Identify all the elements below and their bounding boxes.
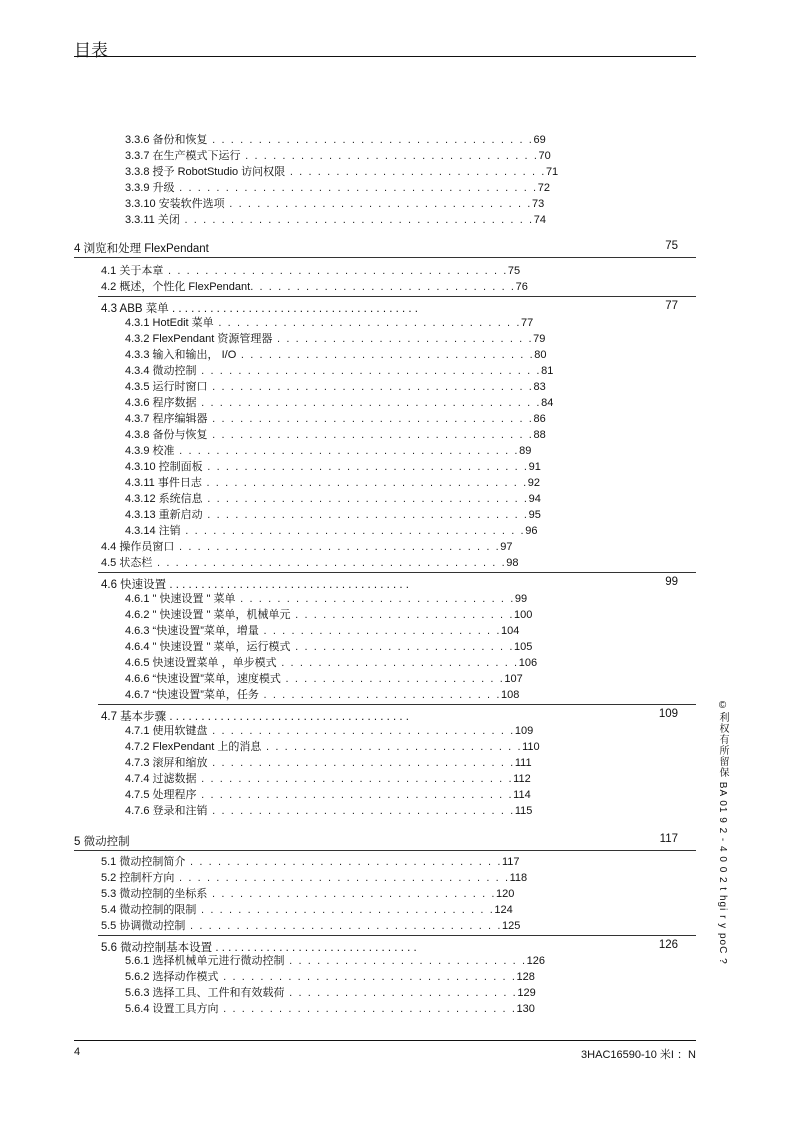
toc-entry-page: 70 bbox=[538, 150, 551, 162]
toc-entry[interactable] bbox=[125, 970, 535, 984]
chapter-heading[interactable] bbox=[74, 833, 696, 849]
toc-entry-title: 备份和恢复 bbox=[152, 134, 208, 146]
toc-entry-number: 4.1 bbox=[101, 265, 120, 277]
toc-entry-title: 选择机械单元进行微动控制 bbox=[152, 955, 285, 967]
copyright-sidebar: ©利权有所留保 BA 01 9 2 - 4 0 0 2 t hgi r y poC ? bbox=[717, 700, 728, 965]
dot-leader: . . . . . . . . . . . . . . . . . . . . . . . . . . . . . . . . . bbox=[207, 757, 515, 769]
toc-entry-number: 4.3.1 bbox=[125, 317, 153, 329]
chapter-rule bbox=[74, 850, 696, 851]
toc-entry-page: 130 bbox=[516, 1003, 535, 1015]
toc-entry-title: 概述，个性化 FlexPendant bbox=[119, 281, 251, 293]
toc-entry-number: 4.6.4 bbox=[125, 641, 153, 653]
heading-page: 99 bbox=[665, 576, 678, 588]
toc-entry-page: 72 bbox=[537, 182, 550, 194]
dot-leader: . . . . . . . . . . . . . . . . . . . . . . . . . . . . bbox=[272, 333, 534, 345]
toc-entry-number: 4.3.3 bbox=[125, 349, 153, 361]
toc-entry-page: 80 bbox=[534, 349, 547, 361]
section-rule bbox=[98, 572, 696, 573]
toc-entry[interactable] bbox=[125, 756, 532, 770]
heading-title: 4.6 快速设置 . . . . . . . . . . . . . . . . . . . . . . . . . . . . . . . . . . . . . . bbox=[101, 579, 410, 591]
toc-entry[interactable] bbox=[125, 396, 553, 410]
dot-leader: . . . . . . . . . . . . . . . . . . . . . . . . . . . . bbox=[285, 166, 546, 178]
toc-entry-number: 4.3.8 bbox=[125, 429, 153, 441]
toc-entry-page: 129 bbox=[517, 987, 536, 999]
dot-leader: . . . . . . . . . . . . . . . . . . . . . . . . . . . . . . . . . . . . bbox=[174, 872, 510, 884]
toc-entry[interactable] bbox=[125, 332, 545, 346]
toc-entry-title: 登录和注销 bbox=[152, 805, 208, 817]
toc-entry-page: 128 bbox=[516, 971, 535, 983]
toc-entry-title: 重新启动 bbox=[158, 509, 203, 521]
toc-entry-title: 校准 bbox=[152, 445, 175, 457]
toc-entry-number: 4.3.6 bbox=[125, 397, 153, 409]
toc-entry-page: 120 bbox=[496, 888, 515, 900]
toc-entry-page: 83 bbox=[533, 381, 546, 393]
dot-leader: . . . . . . . . . . . . . . . . . . . . . . . . bbox=[280, 673, 505, 685]
dot-leader: . . . . . . . . . . . . . . . . . . . . . . . . . . . . . . . . . . . . . bbox=[174, 445, 520, 457]
section-rule bbox=[98, 296, 696, 297]
toc-entry[interactable] bbox=[101, 903, 513, 917]
dot-leader: . . . . . . . . . . . . . . . . . . . . . . . . . . . . . . . . bbox=[236, 349, 535, 361]
toc-entry[interactable] bbox=[125, 772, 531, 786]
toc-entry-page: 108 bbox=[500, 689, 520, 701]
toc-entry-title: 设置工具方向 bbox=[152, 1003, 219, 1015]
toc-entry-number: 4.3.2 bbox=[125, 333, 153, 345]
toc-entry-number: 4.3.5 bbox=[125, 381, 153, 393]
toc-entry[interactable] bbox=[101, 280, 528, 294]
dot-leader: . . . . . . . . . . . . . . . . . . . . . . . . . . . . . . . . . . . . . . bbox=[152, 557, 507, 569]
toc-entry-number: 4.7.4 bbox=[125, 773, 153, 785]
dot-leader: . . . . . . . . . . . . . . . . . . . . . . . . . . . . . . . . . . bbox=[185, 856, 502, 868]
toc-entry[interactable] bbox=[125, 181, 550, 195]
dot-leader: . . . . . . . . . . . . . . . . . . . . . . . . . . . . . . . . . . . bbox=[201, 477, 528, 489]
dot-leader: . . . . . . . . . . . . . . . . . . . . . . . . . . . . . . . . bbox=[218, 1003, 517, 1015]
toc-entry-number: 4.2 bbox=[101, 281, 120, 293]
toc-entry[interactable] bbox=[125, 608, 532, 622]
toc-entry[interactable] bbox=[101, 264, 520, 278]
toc-entry[interactable] bbox=[125, 592, 527, 606]
toc-entry-number: 3.3.10 bbox=[125, 198, 159, 210]
toc-entry-page: 84 bbox=[541, 397, 554, 409]
toc-entry-title: HotEdit 菜单 bbox=[152, 317, 214, 329]
heading-title: 4 浏览和处理 FlexPendant bbox=[74, 243, 209, 255]
dot-leader: . . . . . . . . . . . . . . . . . . . . . . . . . . bbox=[258, 625, 501, 637]
toc-entry-page: 96 bbox=[525, 525, 538, 537]
toc-entry-title: 在生产模式下运行 bbox=[152, 150, 241, 162]
dot-leader: . . . . . . . . . . . . . . . . . . . . . . . . . . . . . . . . . . . . . bbox=[163, 265, 508, 277]
dot-leader: . . . . . . . . . . . . . . . . . . . . . . . . . . . . bbox=[261, 741, 523, 753]
toc-entry-page: 92 bbox=[527, 477, 541, 489]
toc-entry-page: 106 bbox=[518, 657, 538, 669]
toc-entry-number: 4.6.3 bbox=[125, 625, 153, 637]
heading-page: 126 bbox=[658, 939, 678, 951]
dot-leader: . . . . . . . . . . . . . . . . . . . . . . . . . . . . . . . . . . . bbox=[207, 134, 534, 146]
toc-entry-page: 79 bbox=[533, 333, 546, 345]
toc-entry-number: 4.3.10 bbox=[125, 461, 159, 473]
toc-entry-title: " 快速设置 " 菜单，机械单元 bbox=[152, 609, 291, 621]
toc-entry-number: 4.6.5 bbox=[125, 657, 153, 669]
toc-entry-page: 107 bbox=[504, 673, 523, 685]
dot-leader: . . . . . . . . . . . . . . . . . . . . . . . . . . . . . . . . . . . bbox=[207, 413, 534, 425]
toc-entry-title: 操作员窗口 bbox=[119, 541, 175, 553]
toc-entry-title: 控制面板 bbox=[158, 461, 203, 473]
toc-entry-number: 4.7.1 bbox=[125, 725, 153, 737]
heading-page: 117 bbox=[659, 833, 678, 845]
toc-entry-page: 118 bbox=[509, 872, 528, 884]
toc-entry-number: 5.4 bbox=[101, 904, 120, 916]
dot-leader: . . . . . . . . . . . . . . . . . . . . . . . . bbox=[290, 641, 515, 653]
toc-entry[interactable] bbox=[125, 508, 541, 522]
toc-entry-number: 4.6.6 bbox=[125, 673, 153, 685]
toc-entry-page: 77 bbox=[520, 317, 534, 329]
toc-entry[interactable] bbox=[101, 919, 520, 933]
toc-entry[interactable] bbox=[125, 348, 547, 362]
toc-entry-title: 过滤数据 bbox=[152, 773, 197, 785]
document-id: 3HAC16590-10 米I ：N bbox=[581, 1049, 696, 1061]
chapter-rule bbox=[74, 257, 696, 258]
toc-entry-page: 114 bbox=[513, 789, 531, 801]
toc-entry-number: 5.2 bbox=[101, 872, 120, 884]
toc-entry-page: 126 bbox=[526, 955, 546, 967]
toc-entry[interactable] bbox=[125, 688, 519, 702]
toc-entry-title: 滚屏和缩放 bbox=[152, 757, 208, 769]
heading-title: 4.7 基本步骤 . . . . . . . . . . . . . . . . . . . . . . . . . . . . . . . . . . . . . . bbox=[101, 711, 410, 723]
toc-entry-title: 程序编辑器 bbox=[152, 413, 208, 425]
toc-entry-page: 115 bbox=[514, 805, 533, 817]
toc-entry-title: 微动控制 bbox=[152, 365, 197, 377]
toc-entry-title: 注销 bbox=[158, 525, 181, 537]
dot-leader: . . . . . . . . . . . . . . . . . . . . . . . . . . . . . . . . bbox=[240, 150, 539, 162]
dot-leader: . . . . . . . . . . . . . . . . . . . . . . . . . . . . . . . . . bbox=[224, 198, 532, 210]
toc-entry[interactable] bbox=[125, 133, 546, 147]
toc-entry-title: 微动控制的坐标系 bbox=[119, 888, 208, 900]
dot-leader: . . . . . . . . . . . . . . . . . . . . . . . . . . . . . . . bbox=[207, 888, 497, 900]
toc-entry-number: 4.3.14 bbox=[125, 525, 159, 537]
dot-leader: . . . . . . . . . . . . . . . . . . . . . . . . . . . . . . bbox=[235, 593, 515, 605]
toc-entry[interactable] bbox=[125, 460, 541, 474]
dot-leader: . . . . . . . . . . . . . . . . . . . . . . . . . . . . . . . . bbox=[218, 971, 517, 983]
toc-entry-page: 69 bbox=[533, 134, 546, 146]
dot-leader: . . . . . . . . . . . . . . . . . . . . . . . . . . . . . . . . . . . . . bbox=[196, 365, 542, 377]
toc-entry[interactable] bbox=[125, 444, 531, 458]
heading-title: 5 微动控制 bbox=[74, 836, 130, 848]
toc-entry-page: 104 bbox=[500, 625, 520, 637]
section-rule bbox=[98, 704, 696, 705]
toc-entry-title: 处理程序 bbox=[152, 789, 197, 801]
toc-entry-number: 4.3.7 bbox=[125, 413, 153, 425]
toc-entry-title: 备份与恢复 bbox=[152, 429, 208, 441]
toc-entry[interactable] bbox=[125, 165, 558, 179]
dot-leader: . . . . . . . . . . . . . . . . . . . . . . . . . . . . . . . . . bbox=[207, 805, 515, 817]
section-heading[interactable] bbox=[101, 576, 696, 592]
toc-entry[interactable] bbox=[125, 213, 546, 227]
toc-entry-title: 控制杆方向 bbox=[119, 872, 175, 884]
dot-leader: . . . . . . . . . . . . . . . . . . . . . . . . . . bbox=[258, 689, 501, 701]
toc-entry-page: 81 bbox=[541, 365, 554, 377]
toc-entry[interactable] bbox=[125, 476, 540, 490]
toc-entry[interactable] bbox=[125, 197, 544, 211]
toc-entry-title: 状态栏 bbox=[119, 557, 153, 569]
toc-entry-title: " 快速设置 " 菜单，运行模式 bbox=[152, 641, 291, 653]
footer-rule bbox=[74, 1040, 696, 1041]
toc-entry-page: 124 bbox=[494, 904, 513, 916]
toc-entry-number: 4.4 bbox=[101, 541, 120, 553]
toc-entry[interactable] bbox=[101, 556, 518, 570]
section-rule bbox=[98, 935, 696, 936]
toc-entry[interactable] bbox=[125, 640, 532, 654]
toc-entry-title: 微动控制简介 bbox=[119, 856, 186, 868]
toc-entry-page: 73 bbox=[531, 198, 545, 210]
toc-entry-title: 输入和输出， I/O bbox=[152, 349, 237, 361]
toc-entry-title: “快速设置”菜单，增量 bbox=[152, 625, 259, 637]
toc-entry[interactable] bbox=[125, 149, 551, 163]
toc-entry[interactable] bbox=[125, 724, 533, 738]
dot-leader: . . . . . . . . . . . . . . . . . . . . . . . . . . . . . . . . . . . bbox=[202, 509, 529, 521]
heading-title: 4.3 ABB 菜单 . . . . . . . . . . . . . . . . . . . . . . . . . . . . . . . . . . . . . . . bbox=[101, 303, 418, 315]
toc-entry-page: 88 bbox=[533, 429, 546, 441]
toc-entry-number: 5.3 bbox=[101, 888, 120, 900]
toc-entry-page: 98 bbox=[506, 557, 519, 569]
dot-leader: . . . . . . . . . . . . . . . . . . . . . . . . . . . . . . . . . . . bbox=[174, 541, 501, 553]
toc-entry[interactable] bbox=[125, 740, 540, 754]
toc-entry[interactable] bbox=[125, 672, 523, 686]
toc-entry[interactable] bbox=[125, 624, 519, 638]
toc-entry[interactable] bbox=[125, 412, 546, 426]
toc-entry-title: “快速设置”菜单，任务 bbox=[152, 689, 259, 701]
toc-entry-number: 4.6.2 bbox=[125, 609, 153, 621]
dot-leader: . . . . . . . . . . . . . . . . . . . . . . . . . . . . . . . . . . . . . . bbox=[179, 214, 534, 226]
toc-entry-page: 117 bbox=[501, 856, 520, 868]
dot-leader: . . . . . . . . . . . . . . . . . . . . . . . . . . . . . . . . . . bbox=[196, 789, 514, 801]
toc-entry-title: 使用软键盘 bbox=[152, 725, 208, 737]
dot-leader: . . . . . . . . . . . . . . . . . . . . . . . . . . . . . . . . . . . bbox=[207, 429, 534, 441]
toc-entry[interactable] bbox=[125, 788, 531, 802]
toc-entry-page: 109 bbox=[514, 725, 534, 737]
dot-leader: . . . . . . . . . . . . . . . . . . . . . . . . . . . . . . . . . . . . . . . bbox=[174, 182, 538, 194]
toc-entry-number: 3.3.8 bbox=[125, 166, 153, 178]
toc-entry-title: 升级 bbox=[152, 182, 175, 194]
toc-entry-number: 5.6.3 bbox=[125, 987, 153, 999]
page-title: 目表 bbox=[74, 41, 108, 60]
toc-entry-number: 4.6.7 bbox=[125, 689, 153, 701]
toc-entry-title: 协调微动控制 bbox=[119, 920, 186, 932]
dot-leader: . . . . . . . . . . . . . . . . . . . . . . . . . . . . . . . . . . . bbox=[207, 381, 534, 393]
toc-entry-page: 74 bbox=[533, 214, 546, 226]
toc-entry-title: 系统信息 bbox=[158, 493, 203, 505]
dot-leader: . . . . . . . . . . . . . . . . . . . . . . . . . . bbox=[284, 955, 527, 967]
toc-entry[interactable] bbox=[125, 1002, 535, 1016]
toc-entry-page: 91 bbox=[528, 461, 541, 473]
toc-entry[interactable] bbox=[125, 954, 545, 968]
section-heading[interactable] bbox=[101, 939, 696, 955]
toc-entry[interactable] bbox=[101, 887, 514, 901]
toc-entry-number: 5.5 bbox=[101, 920, 120, 932]
toc-entry[interactable] bbox=[125, 524, 537, 538]
toc-entry-page: 75 bbox=[507, 265, 521, 277]
toc-entry-number: 5.6.2 bbox=[125, 971, 153, 983]
toc-entry-title: FlexPendant 资源管理器 bbox=[152, 333, 273, 345]
dot-leader: . . . . . . . . . . . . . . . . . . . . . . . . . . . . . . . . . . . . . bbox=[180, 525, 526, 537]
heading-page: 75 bbox=[665, 240, 678, 252]
toc-entry-number: 4.3.4 bbox=[125, 365, 153, 377]
toc-entry-page: 99 bbox=[514, 593, 528, 605]
toc-entry[interactable] bbox=[125, 986, 536, 1000]
dot-leader: . . . . . . . . . . . . . . . . . . . . . . . . . . . . . bbox=[250, 281, 516, 293]
toc-entry-title: " 快速设置 " 菜单 bbox=[152, 593, 236, 605]
toc-entry-number: 4.7.6 bbox=[125, 805, 153, 817]
toc-entry-title: 关闭 bbox=[157, 214, 180, 226]
dot-leader: . . . . . . . . . . . . . . . . . . . . . . . . . . . . . . . . . . bbox=[196, 773, 514, 785]
section-heading[interactable] bbox=[101, 708, 696, 724]
toc-entry-title: 安装软件选项 bbox=[158, 198, 225, 210]
toc-entry-page: 97 bbox=[500, 541, 513, 553]
toc-entry-number: 3.3.9 bbox=[125, 182, 153, 194]
toc-entry[interactable] bbox=[101, 871, 527, 885]
toc-entry-title: 授予 RobotStudio 访问权限 bbox=[152, 166, 286, 178]
dot-leader: . . . . . . . . . . . . . . . . . . . . . . . . . bbox=[284, 987, 518, 999]
toc-entry-title: 程序数据 bbox=[152, 397, 197, 409]
toc-entry-number: 5.6.4 bbox=[125, 1003, 153, 1015]
toc-entry-page: 125 bbox=[501, 920, 521, 932]
toc-entry-title: 选择工具、工件和有效载荷 bbox=[152, 987, 285, 999]
toc-entry-title: 关于本章 bbox=[119, 265, 164, 277]
toc-entry-number: 4.3.12 bbox=[125, 493, 159, 505]
dot-leader: . . . . . . . . . . . . . . . . . . . . . . . . . . . . . . . . . bbox=[207, 725, 515, 737]
toc-entry[interactable] bbox=[125, 656, 537, 670]
toc-entry-number: 3.3.7 bbox=[125, 150, 153, 162]
toc-entry-page: 76 bbox=[515, 281, 528, 293]
toc-entry-number: 4.3.9 bbox=[125, 445, 153, 457]
toc-entry-page: 110 bbox=[522, 741, 540, 753]
toc-entry-title: 微动控制的限制 bbox=[119, 904, 197, 916]
toc-entry-number: 4.3.11 bbox=[125, 477, 158, 489]
dot-leader: . . . . . . . . . . . . . . . . . . . . . . . . . . . . . . . . . . bbox=[185, 920, 502, 932]
toc-entry-page: 71 bbox=[545, 166, 559, 178]
toc-entry-page: 95 bbox=[528, 509, 541, 521]
heading-page: 109 bbox=[658, 708, 678, 720]
toc-entry-number: 4.7.2 bbox=[125, 741, 153, 753]
toc-entry[interactable] bbox=[101, 855, 520, 869]
toc-entry-number: 4.3.13 bbox=[125, 509, 159, 521]
toc-entry-page: 112 bbox=[513, 773, 531, 785]
toc-entry-page: 100 bbox=[514, 609, 533, 621]
toc-entry[interactable] bbox=[125, 316, 533, 330]
toc-entry-title: 运行时窗口 bbox=[152, 381, 208, 393]
toc-entry-number: 3.3.11 bbox=[125, 214, 158, 226]
dot-leader: . . . . . . . . . . . . . . . . . . . . . . . . . . . . . . . . . . . . . bbox=[196, 397, 542, 409]
toc-entry-number: 5.6.1 bbox=[125, 955, 153, 967]
section-heading[interactable] bbox=[101, 300, 696, 316]
toc-entry-number: 4.7.5 bbox=[125, 789, 153, 801]
toc-entry-page: 111 bbox=[514, 757, 532, 769]
toc-entry-title: 快速设置菜单 ，单步模式 bbox=[152, 657, 277, 669]
toc-entry-page: 86 bbox=[533, 413, 546, 425]
toc-entry-title: 选择动作模式 bbox=[152, 971, 219, 983]
page-number: 4 bbox=[74, 1046, 81, 1058]
toc-entry[interactable] bbox=[125, 364, 553, 378]
dot-leader: . . . . . . . . . . . . . . . . . . . . . . . . . . . . . . . . bbox=[196, 904, 495, 916]
toc-entry-number: 4.5 bbox=[101, 557, 120, 569]
toc-entry[interactable] bbox=[125, 804, 532, 818]
heading-page: 77 bbox=[665, 300, 678, 312]
toc-entry-number: 4.6.1 bbox=[125, 593, 153, 605]
toc-entry[interactable] bbox=[125, 492, 541, 506]
toc-entry-title: FlexPendant 上的消息 bbox=[152, 741, 262, 753]
toc-entry-number: 3.3.6 bbox=[125, 134, 153, 146]
toc-entry-page: 105 bbox=[514, 641, 533, 653]
dot-leader: . . . . . . . . . . . . . . . . . . . . . . . . . . bbox=[276, 657, 519, 669]
toc-entry[interactable] bbox=[125, 380, 546, 394]
toc-entry-page: 89 bbox=[519, 445, 532, 457]
toc-entry-number: 5.1 bbox=[101, 856, 120, 868]
dot-leader: . . . . . . . . . . . . . . . . . . . . . . . . bbox=[290, 609, 515, 621]
toc-entry-title: “快速设置”菜单，速度模式 bbox=[152, 673, 281, 685]
dot-leader: . . . . . . . . . . . . . . . . . . . . . . . . . . . . . . . . . . . bbox=[202, 493, 529, 505]
toc-entry-title: 事件日志 bbox=[157, 477, 202, 489]
toc-entry-number: 4.7.3 bbox=[125, 757, 153, 769]
dot-leader: . . . . . . . . . . . . . . . . . . . . . . . . . . . . . . . . . bbox=[213, 317, 521, 329]
chapter-heading[interactable] bbox=[74, 240, 696, 256]
heading-title: 5.6 微动控制基本设置 . . . . . . . . . . . . . . . . . . . . . . . . . . . . . . . . bbox=[101, 942, 417, 954]
dot-leader: . . . . . . . . . . . . . . . . . . . . . . . . . . . . . . . . . . . bbox=[202, 461, 529, 473]
toc-entry-page: 94 bbox=[528, 493, 541, 505]
toc-entry[interactable] bbox=[101, 540, 513, 554]
toc-entry[interactable] bbox=[125, 428, 546, 442]
